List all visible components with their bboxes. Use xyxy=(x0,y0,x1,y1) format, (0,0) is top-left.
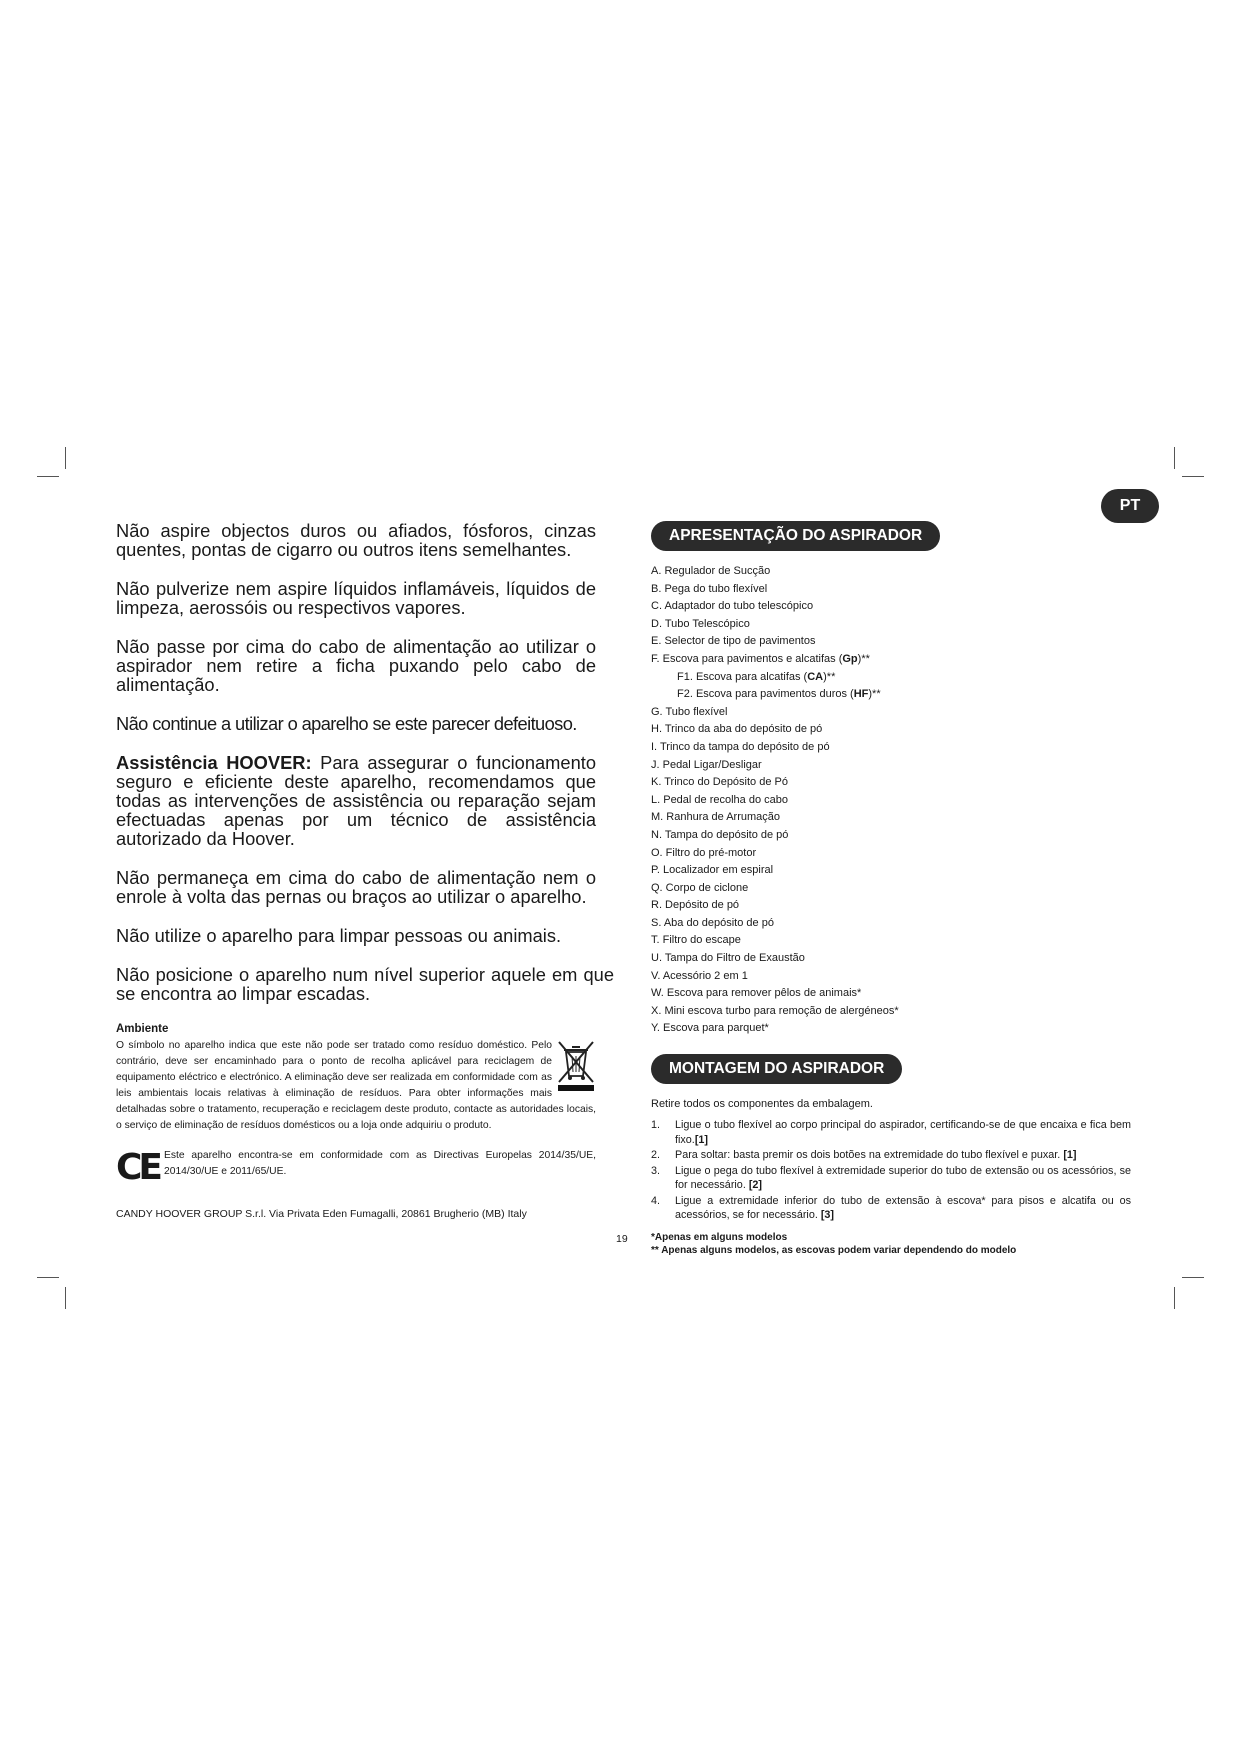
part-label: I. Trinco da tampa do depósito de pó xyxy=(651,740,830,753)
step-text: Ligue o tubo flexível ao corpo principal do aspirador, certificando-se de que encaixa e fica bem fixo. xyxy=(675,1119,1131,1146)
part-code: CA xyxy=(807,670,824,683)
part-label: S. Aba do depósito de pó xyxy=(651,916,774,929)
assembly-step xyxy=(651,1148,1131,1163)
part-label: E. Selector de tipo de pavimentos xyxy=(651,635,816,648)
weee-crossed-bin-icon xyxy=(556,1038,596,1092)
part-label: F. Escova para pavimentos e alcatifas ( xyxy=(651,652,843,665)
crop-mark-top-right-v xyxy=(1174,447,1175,469)
parts-list-item xyxy=(651,985,1131,1003)
ce-conformity-block xyxy=(116,1148,596,1188)
crop-mark-bottom-left-h xyxy=(37,1277,59,1278)
part-code: Gp xyxy=(842,652,858,665)
part-label: K. Trinco do Depósito de Pó xyxy=(651,776,788,789)
safety-column xyxy=(116,520,614,1220)
crop-mark-top-left-v xyxy=(65,447,66,469)
part-label: F1. Escova para alcatifas ( xyxy=(677,670,808,683)
crop-mark-top-right-h xyxy=(1182,476,1204,477)
parts-list xyxy=(651,563,1131,1038)
step-number: 3. xyxy=(651,1164,661,1177)
warning-paragraph: Não passe por cima do cabo de alimentação ao utilizar o aspirador nem retire a ficha puxando pelo cabo de alimentação. xyxy=(116,636,596,695)
parts-list-item xyxy=(651,633,1131,651)
crop-mark-bottom-right-v xyxy=(1174,1287,1175,1309)
assembly-step xyxy=(651,1164,1131,1193)
step-text: Para soltar: basta premir os dois botões na extremidade do tubo flexível e puxar. xyxy=(675,1149,1064,1162)
assembly-intro: Retire todos os componentes da embalagem. xyxy=(651,1098,873,1111)
parts-list-item xyxy=(651,651,1131,669)
assistance-text: Para assegurar o funcionamento seguro e eficiente deste aparelho, recomendamos que todas as intervenções de assistência ou reparação sejam efectuadas apenas por um técnico de assistência autorizado da Hoover. xyxy=(116,752,596,849)
parts-list-item xyxy=(651,616,1131,634)
parts-list-item xyxy=(651,809,1131,827)
part-label: X. Mini escova turbo para remoção de alergéneos* xyxy=(651,1004,899,1017)
part-label: J. Pedal Ligar/Desligar xyxy=(651,758,762,771)
assembly-steps xyxy=(651,1118,1131,1223)
parts-list-item xyxy=(651,880,1131,898)
part-label: T. Filtro do escape xyxy=(651,934,741,947)
parts-list-item xyxy=(651,757,1131,775)
parts-list-item xyxy=(651,721,1131,739)
part-label: C. Adaptador do tubo telescópico xyxy=(651,600,814,613)
parts-list-item xyxy=(651,1020,1131,1038)
crop-mark-bottom-right-h xyxy=(1182,1277,1204,1278)
parts-list-item xyxy=(651,950,1131,968)
step-number: 4. xyxy=(651,1194,661,1207)
assembly-step xyxy=(651,1194,1131,1223)
part-label: O. Filtro do pré-motor xyxy=(651,846,757,859)
part-suffix: )** xyxy=(823,670,836,683)
part-suffix: )** xyxy=(868,688,881,701)
part-label: Q. Corpo de ciclone xyxy=(651,881,749,894)
footnote: *Apenas em alguns modelos xyxy=(651,1232,788,1243)
step-number: 2. xyxy=(651,1149,661,1162)
parts-list-item xyxy=(651,581,1131,599)
parts-list-item xyxy=(651,862,1131,880)
footnote: ** Apenas alguns modelos, as escovas podem variar dependendo do modelo xyxy=(651,1245,1017,1256)
step-text: Ligue o pega do tubo flexível à extremidade superior do tubo de extensão ou os acessórios, se for necessário. xyxy=(675,1164,1131,1192)
parts-list-item xyxy=(651,897,1131,915)
part-label: P. Localizador em espiral xyxy=(651,864,774,877)
language-badge: PT xyxy=(1101,489,1159,523)
part-label: B. Pega do tubo flexível xyxy=(651,582,768,595)
warning-paragraph: Não aspire objectos duros ou afiados, fósforos, cinzas quentes, pontas de cigarro ou outros itens semelhantes. xyxy=(116,520,596,560)
part-label: U. Tampa do Filtro de Exaustão xyxy=(651,952,805,965)
footnotes xyxy=(651,1231,1016,1257)
parts-list-item xyxy=(651,792,1131,810)
parts-list-item xyxy=(651,686,1131,704)
parts-list-item xyxy=(651,598,1131,616)
part-label: N. Tampa do depósito de pó xyxy=(651,828,789,841)
page-number: 19 xyxy=(616,1233,628,1245)
warning-paragraph: Não utilize o aparelho para limpar pessoas ou animais. xyxy=(116,925,562,946)
parts-list-item xyxy=(651,845,1131,863)
step-figure-ref: [1] xyxy=(1063,1149,1077,1162)
ce-mark-icon: CE xyxy=(116,1147,160,1188)
parts-list-item xyxy=(651,1003,1131,1021)
environment-title: Ambiente xyxy=(116,1023,169,1035)
assembly-heading: MONTAGEM DO ASPIRADOR xyxy=(651,1054,902,1084)
parts-list-item xyxy=(651,669,1131,687)
crop-mark-bottom-left-v xyxy=(65,1287,66,1309)
assistance-label: Assistência HOOVER: xyxy=(116,752,312,773)
parts-list-item xyxy=(651,827,1131,845)
step-text: Ligue a extremidade inferior do tubo de extensão à escova* para pisos e alcatifa ou os acessórios, se for necessário. xyxy=(675,1194,1131,1222)
part-label: A. Regulador de Sucção xyxy=(651,565,771,577)
environment-text: O símbolo no aparelho indica que este não pode ser tratado como resíduo doméstico. Pelo contrário, deve ser encaminhado para o ponto de recolha aplicável para reciclagem de equipamento eléctrico e electrónico. A eliminação deve ser realizada em conformidade com as leis ambientais locais relativas à eliminação de resíduos. Para obter informações mais detalhadas sobre o tratamento, recuperação e reciclagem deste produto, contacte as autoridades locais, o serviço de eliminação de resíduos domésticos ou a loja onde adquiriu o produto. xyxy=(116,1040,596,1131)
parts-list-item xyxy=(651,704,1131,722)
part-suffix: )** xyxy=(857,652,870,665)
environment-block xyxy=(116,1038,596,1134)
part-label: R. Depósito de pó xyxy=(651,899,740,912)
crop-mark-top-left-h xyxy=(37,476,59,477)
parts-list-item xyxy=(651,774,1131,792)
part-label: V. Acessório 2 em 1 xyxy=(651,969,748,982)
part-label: D. Tubo Telescópico xyxy=(651,617,750,630)
step-figure-ref: [2] xyxy=(748,1179,763,1192)
part-label: L. Pedal de recolha do cabo xyxy=(651,793,788,806)
step-figure-ref: [1] xyxy=(694,1133,709,1146)
company-address: CANDY HOOVER GROUP S.r.l. Via Privata Eden Fumagalli, 20861 Brugherio (MB) Italy xyxy=(116,1208,527,1220)
assembly-step xyxy=(651,1118,1131,1147)
part-label: H. Trinco da aba do depósito de pó xyxy=(651,723,823,736)
part-label: Y. Escova para parquet* xyxy=(651,1022,769,1035)
part-label: W. Escova para remover pêlos de animais* xyxy=(651,987,862,1000)
assistance-paragraph xyxy=(116,753,596,848)
part-label: F2. Escova para pavimentos duros ( xyxy=(677,688,854,701)
part-label: M. Ranhura de Arrumação xyxy=(651,811,781,824)
parts-list-item xyxy=(651,932,1131,950)
warning-paragraph: Não posicione o aparelho num nível superior aquele em que se encontra ao limpar escadas. xyxy=(116,964,614,1004)
warning-paragraph: Não permaneça em cima do cabo de alimentação nem o enrole à volta das pernas ou braços ao utilizar o aparelho. xyxy=(116,867,596,907)
parts-list-item xyxy=(651,968,1131,986)
presentation-heading: APRESENTAÇÃO DO ASPIRADOR xyxy=(651,521,940,551)
warning-paragraph: Não continue a utilizar o aparelho se este parecer defeituoso. xyxy=(116,713,577,734)
part-code: HF xyxy=(853,688,869,701)
warning-paragraph: Não pulverize nem aspire líquidos inflamáveis, líquidos de limpeza, aerossóis ou respectivos vapores. xyxy=(116,578,596,618)
ce-text: Este aparelho encontra-se em conformidade com as Directivas Europelas 2014/35/UE, 2014/30/UE e 2011/65/UE. xyxy=(164,1150,596,1177)
part-label: G. Tubo flexível xyxy=(651,705,728,718)
product-column xyxy=(651,521,1131,1224)
parts-list-item xyxy=(651,739,1131,757)
parts-list-item xyxy=(651,915,1131,933)
step-number: 1. xyxy=(651,1119,661,1132)
parts-list-item xyxy=(651,563,1131,581)
step-figure-ref: [3] xyxy=(820,1209,835,1222)
